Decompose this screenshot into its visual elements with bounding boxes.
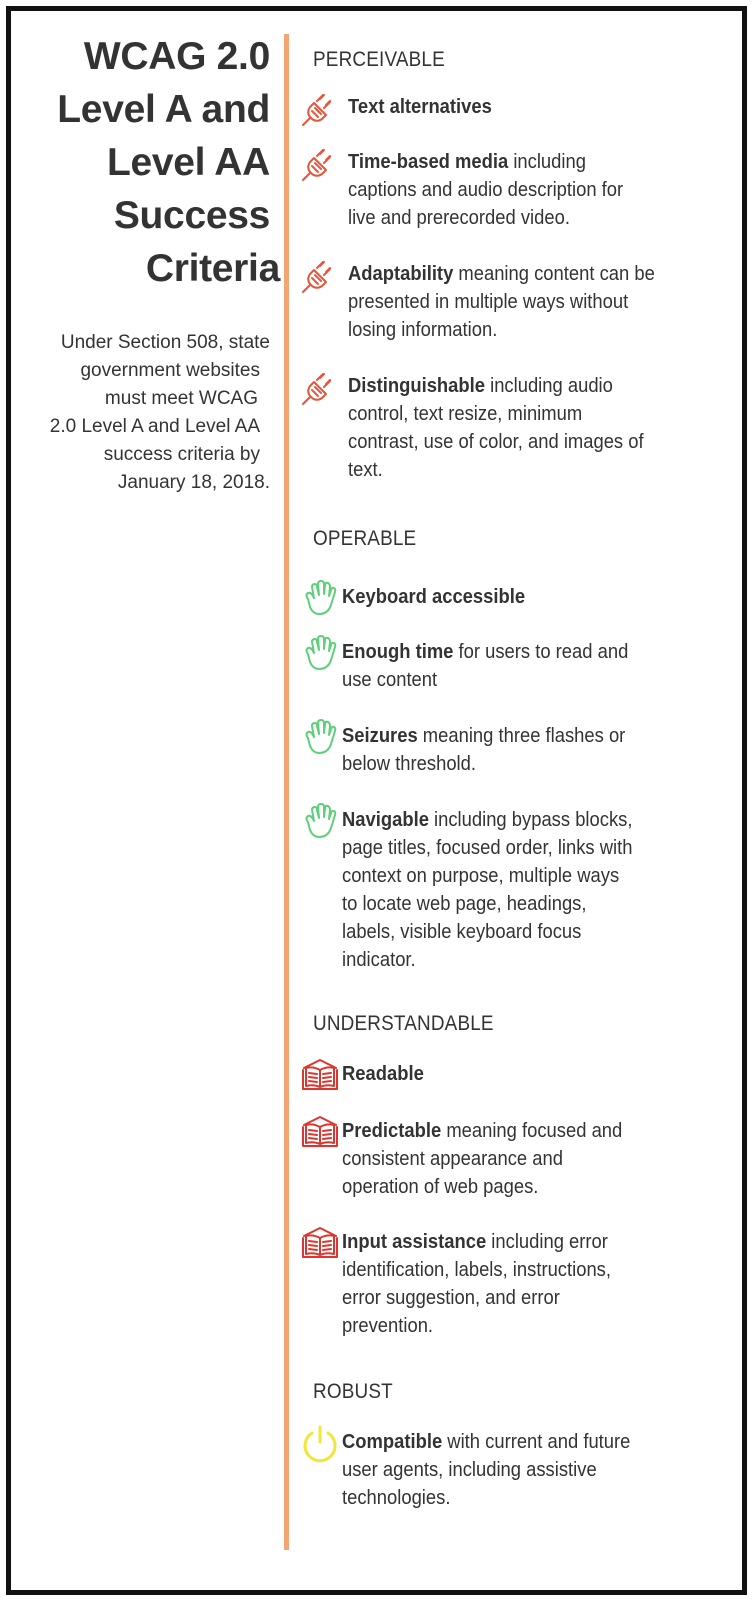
section-heading-understandable: UNDERSTANDABLE [313, 1012, 494, 1035]
intro-paragraph: Under Section 508, state government websites must meet WCAG 2.0 Level A and Level AA success criteria by January 18, 2018. [49, 332, 270, 493]
hand-icon [300, 802, 340, 842]
plug-icon [300, 144, 340, 184]
vertical-divider [284, 34, 289, 1550]
left-column [20, 30, 280, 497]
section-heading-robust: ROBUST [313, 1380, 393, 1403]
plug-icon [300, 89, 340, 129]
section-heading-perceivable: PERCEIVABLE [313, 48, 445, 71]
hand-icon [300, 579, 340, 619]
book-icon [300, 1056, 340, 1096]
hand-icon [300, 634, 340, 674]
hand-icon [300, 718, 340, 758]
plug-icon [300, 256, 340, 296]
page-title: WCAG 2.0 Level A and Level AA Success Criteria [57, 35, 280, 290]
book-icon [300, 1113, 340, 1153]
plug-icon [300, 368, 340, 408]
power-icon [300, 1424, 340, 1464]
section-heading-operable: OPERABLE [313, 527, 417, 550]
book-icon [300, 1224, 340, 1264]
